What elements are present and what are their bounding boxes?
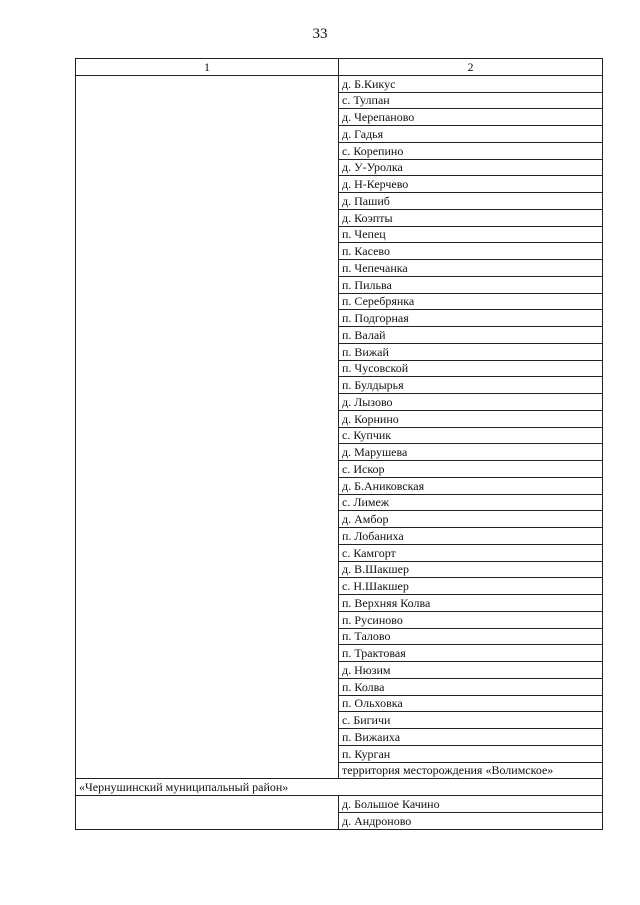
- settlement-cell: п. Лобаниха: [339, 528, 603, 545]
- settlement-cell: с. Корепино: [339, 142, 603, 159]
- settlement-cell: п. Чусовской: [339, 360, 603, 377]
- settlement-cell: д. В.Шакшер: [339, 561, 603, 578]
- settlement-cell: п. Ольховка: [339, 695, 603, 712]
- district-title: «Чернушинский муниципальный район»: [76, 779, 603, 796]
- column-header-1: 1: [76, 59, 339, 76]
- settlement-cell: д. Большое Качино: [339, 796, 603, 813]
- settlement-cell: п. Вижай: [339, 343, 603, 360]
- settlement-cell: п. Подгорная: [339, 310, 603, 327]
- settlement-cell: д. Марушева: [339, 444, 603, 461]
- settlement-cell: п. Булдырья: [339, 377, 603, 394]
- settlement-cell: п. Касево: [339, 243, 603, 260]
- settlement-cell: п. Трактовая: [339, 645, 603, 662]
- settlement-cell: д. Пашиб: [339, 193, 603, 210]
- table-body: [76, 75, 603, 829]
- settlement-cell: п. Валай: [339, 327, 603, 344]
- settlement-cell: с. Купчик: [339, 427, 603, 444]
- table-row: [76, 75, 603, 92]
- settlement-cell: п. Верхняя Колва: [339, 595, 603, 612]
- column-header-2: 2: [339, 59, 603, 76]
- settlement-cell: п. Курган: [339, 745, 603, 762]
- settlement-cell: п. Чепец: [339, 226, 603, 243]
- settlement-cell: с. Камгорт: [339, 544, 603, 561]
- settlement-cell: п. Вижаиха: [339, 729, 603, 746]
- page-number: 33: [312, 26, 328, 42]
- settlement-cell: д. Коэпты: [339, 209, 603, 226]
- settlement-cell: п. Пильва: [339, 276, 603, 293]
- settlement-cell: с. Лимеж: [339, 494, 603, 511]
- settlement-cell: д. Амбор: [339, 511, 603, 528]
- settlement-cell: с. Искор: [339, 461, 603, 478]
- settlement-cell: с. Тулпан: [339, 92, 603, 109]
- settlement-cell: д. Гадья: [339, 126, 603, 143]
- settlement-cell: с. Н.Шакшер: [339, 578, 603, 595]
- table-header-row: [76, 59, 603, 76]
- table-row: [76, 796, 603, 813]
- settlement-cell: д. Лызово: [339, 394, 603, 411]
- district-title-row: [76, 779, 603, 796]
- settlement-cell: д. Нюзим: [339, 662, 603, 679]
- settlements-table: [75, 58, 603, 830]
- empty-district-cell: [76, 796, 339, 830]
- settlement-cell: д. Черепаново: [339, 109, 603, 126]
- settlement-cell: п. Русиново: [339, 611, 603, 628]
- settlement-cell: д. Б.Аниковская: [339, 477, 603, 494]
- settlement-cell: д. Б.Кикус: [339, 75, 603, 92]
- settlement-cell: территория месторождения «Волимское»: [339, 762, 603, 779]
- district-cell: [76, 75, 339, 779]
- settlement-cell: д. Андроново: [339, 812, 603, 829]
- settlement-cell: д. Корнино: [339, 410, 603, 427]
- settlement-cell: п. Серебрянка: [339, 293, 603, 310]
- settlement-cell: п. Колва: [339, 678, 603, 695]
- settlement-cell: п. Чепечанка: [339, 260, 603, 277]
- settlement-cell: д. У-Уролка: [339, 159, 603, 176]
- settlement-cell: д. Н-Керчево: [339, 176, 603, 193]
- settlement-cell: п. Талово: [339, 628, 603, 645]
- settlement-cell: с. Бигичи: [339, 712, 603, 729]
